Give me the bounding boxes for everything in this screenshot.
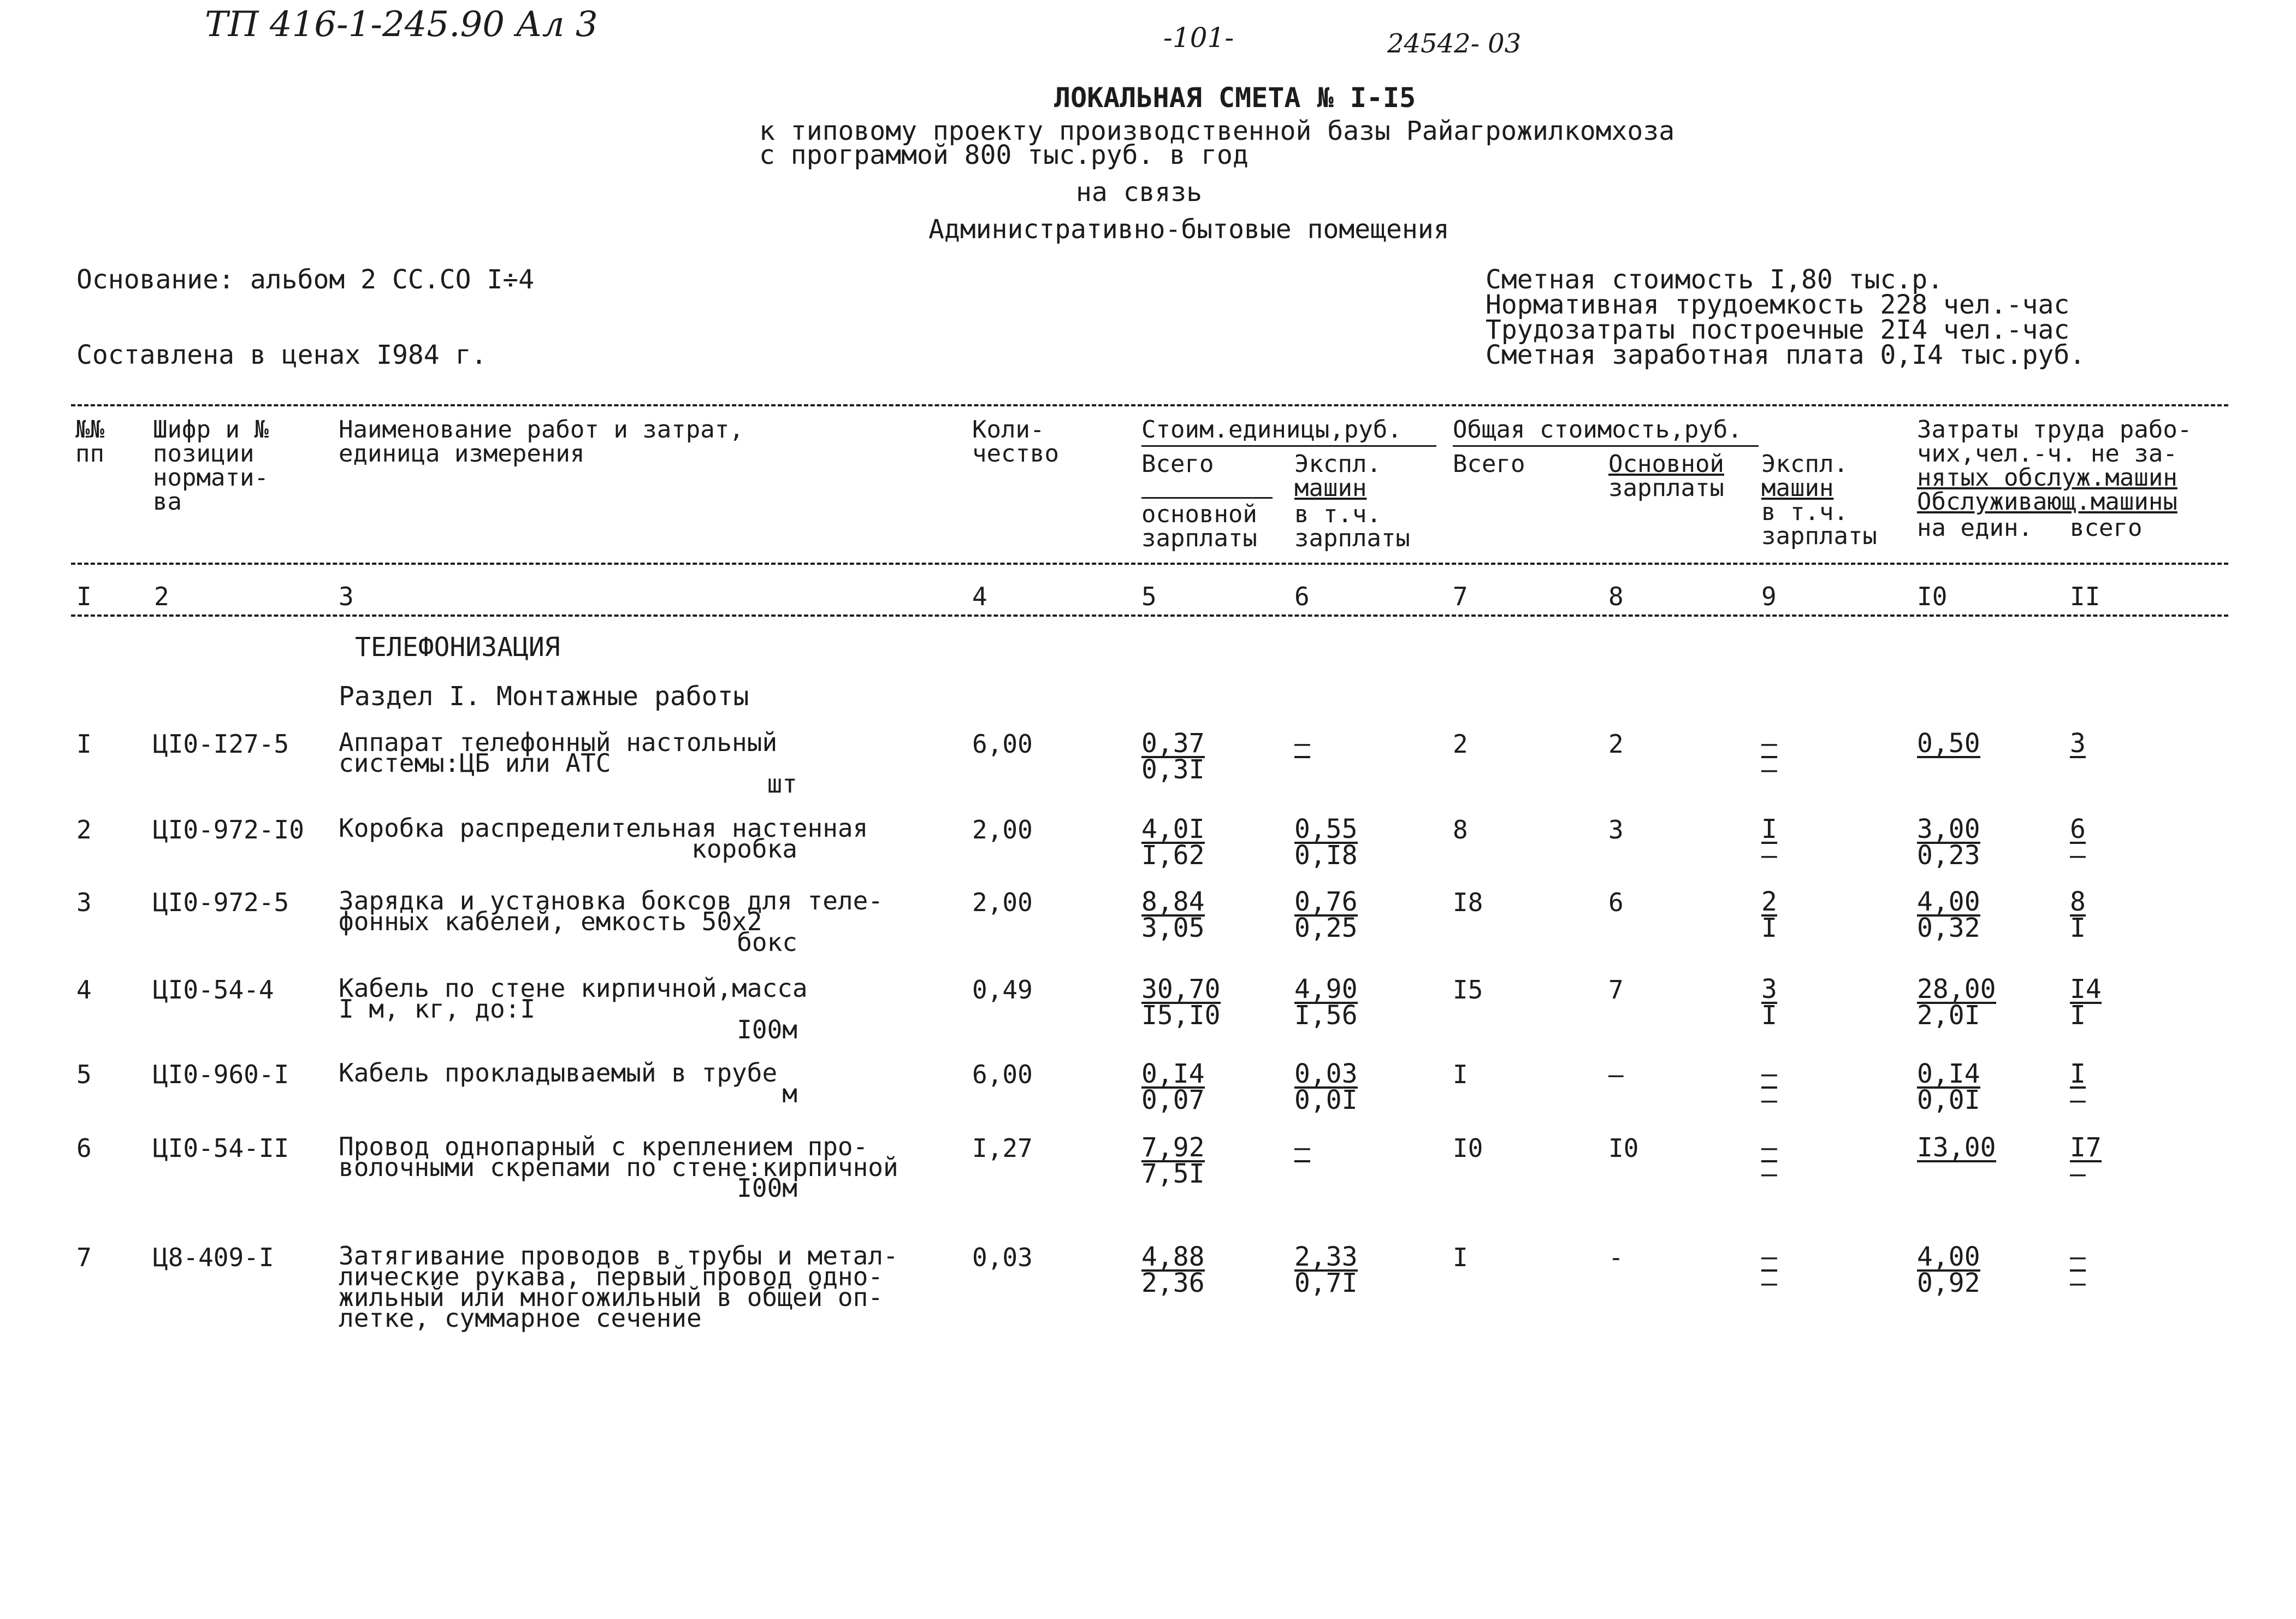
row-quantity: 0,49 (972, 975, 1033, 1005)
labor-total-denominator: – (2070, 840, 2086, 871)
row-quantity: 2,00 (972, 888, 1033, 917)
row-name (339, 1132, 898, 1203)
unit-cost-total-numerator: 30,70 (1141, 974, 1221, 1005)
row-name-line: фонных кабелей, емкость 50х2 (339, 907, 762, 936)
row-quantity: 6,00 (972, 729, 1033, 759)
column-number-rule (71, 614, 2228, 617)
row-name (339, 973, 808, 1044)
total-wages: 6 (1608, 888, 1624, 917)
row-code: ЦI0-972-5 (153, 888, 289, 917)
col-number-7: 7 (1453, 582, 1468, 611)
row-name-line: Коробка распределительная настенная (339, 813, 868, 843)
row-name (339, 1241, 898, 1333)
title-line-3: на связь (1076, 177, 1203, 208)
col-header-6-top: Экспл. машин (1294, 450, 1381, 502)
col-header-9: Экспл. машин в т.ч. зарплаты (1761, 450, 1877, 550)
row-code: ЦI0-54-4 (153, 975, 274, 1005)
row-name-line: Провод однопарный с креплением про- (339, 1132, 868, 1161)
total-machines (1761, 887, 1777, 943)
col-header-10: на един. (1917, 514, 2033, 542)
labor-total-numerator: 8 (2070, 887, 2086, 917)
row-name-line: жильный или многожильный в общей оп- (339, 1283, 883, 1312)
row-number: 2 (76, 815, 92, 844)
labor-per-unit (1917, 1132, 1996, 1163)
labor-per-unit-denominator: 0,23 (1917, 840, 1980, 871)
labor-per-unit-denominator: 2,0I (1917, 1000, 1980, 1031)
labor-total-numerator: I (2070, 1059, 2086, 1089)
labor-per-unit (1917, 1059, 1980, 1115)
row-name-line: I м, кг, до:I (339, 994, 536, 1024)
unit-cost-machines (1294, 974, 1358, 1031)
unit-cost-machines-numerator: – (1294, 1132, 1310, 1163)
total-machines-numerator: – (1761, 1132, 1777, 1163)
unit-cost-machines (1294, 1242, 1358, 1298)
unit-cost-total (1141, 1242, 1205, 1298)
col-header-2: Шифр и № позиции нормати- ва (153, 416, 269, 516)
labor-total (2070, 1059, 2086, 1115)
row-code: ЦI0-54-II (153, 1133, 289, 1163)
row-unit: коробка (691, 834, 797, 864)
total-wages: – (1608, 1060, 1624, 1089)
col-header-5-bottom: основной зарплаты (1141, 500, 1257, 552)
unit-cost-machines-numerator: 0,03 (1294, 1059, 1358, 1089)
unit-cost-machines (1294, 1059, 1358, 1115)
col-number-4: 4 (972, 582, 987, 611)
unit-cost-total-numerator: 0,37 (1141, 728, 1205, 759)
total-machines (1761, 728, 1777, 785)
unit-cost-total (1141, 1132, 1205, 1189)
row-unit: м (782, 1079, 797, 1108)
header-top-rule (71, 404, 2228, 406)
row-code: ЦI0-I27-5 (153, 729, 289, 759)
unit-cost-machines (1294, 887, 1358, 943)
col-number-10: I0 (1917, 582, 1948, 611)
row-name-line: системы:ЦБ или АТС (339, 748, 611, 778)
summary-line-3: Трудозатраты построечные 2I4 чел.-час (1486, 315, 2070, 345)
row-code: Ц8-409-I (153, 1243, 274, 1272)
col-5-divider (1141, 497, 1273, 499)
unit-cost-total-denominator: 2,36 (1141, 1268, 1205, 1298)
row-quantity: 0,03 (972, 1243, 1033, 1272)
total-wages: 2 (1608, 729, 1624, 759)
labor-per-unit-denominator: 0,32 (1917, 913, 1980, 943)
unit-cost-machines-numerator: 4,90 (1294, 974, 1358, 1005)
unit-cost-total (1141, 728, 1205, 785)
estimate-title: ЛОКАЛЬНАЯ СМЕТА № I-I5 (1054, 82, 1416, 114)
col-number-3: 3 (339, 582, 354, 611)
unit-cost-total-numerator: 4,0I (1141, 814, 1205, 844)
unit-cost-total-denominator: 3,05 (1141, 913, 1205, 943)
total-machines (1761, 814, 1777, 871)
labor-per-unit (1917, 1242, 1980, 1298)
row-quantity: 6,00 (972, 1060, 1033, 1089)
header-bottom-rule (71, 563, 2228, 565)
prices-text: Составлена в ценах I984 г. (76, 340, 487, 370)
col-header-8: Основной зарплаты (1608, 450, 1724, 502)
unit-cost-total (1141, 974, 1221, 1031)
labor-per-unit-numerator: 0,50 (1917, 728, 1980, 759)
labor-total-numerator: – (2070, 1242, 2086, 1272)
total-machines-numerator: – (1761, 1059, 1777, 1089)
col-header-1: №№ пп (75, 416, 104, 468)
unit-cost-total-numerator: 7,92 (1141, 1132, 1205, 1163)
labor-header: Затраты труда рабо- чих,чел.-ч. не за- нятых обслуж.машин Обслуживающ.машины (1917, 416, 2192, 516)
labor-total (2070, 728, 2086, 759)
row-name-line: Зарядка и установка боксов для теле- (339, 886, 883, 915)
unit-cost-total-numerator: 0,I4 (1141, 1059, 1205, 1089)
col-header-3: Наименование работ и затрат, единица измерения (339, 416, 744, 468)
page-number: -101- (1163, 22, 1234, 54)
labor-per-unit-numerator: 4,00 (1917, 1242, 1980, 1272)
labor-per-unit (1917, 814, 1980, 871)
col-header-11: всего (2070, 514, 2143, 542)
summary-line-4: Сметная заработная плата 0,I4 тыс.руб. (1486, 340, 2086, 370)
labor-total (2070, 1242, 2086, 1298)
total-machines-denominator: I (1761, 1000, 1777, 1031)
col-number-9: 9 (1761, 582, 1777, 611)
labor-per-unit-numerator: 0,I4 (1917, 1059, 1980, 1089)
row-number: 6 (76, 1133, 92, 1163)
row-code: ЦI0-960-I (153, 1060, 289, 1089)
row-number: 4 (76, 975, 92, 1005)
col-number-8: 8 (1608, 582, 1624, 611)
summary-line-2: Нормативная трудоемкость 228 чел.-час (1486, 289, 2070, 320)
row-unit: I00м (737, 1015, 797, 1044)
row-code: ЦI0-972-I0 (153, 815, 304, 844)
total-machines-denominator: – (1761, 1159, 1777, 1189)
row-name-line: летке, суммарное сечение (339, 1303, 702, 1333)
labor-total-denominator: – (2070, 1159, 2086, 1189)
unit-cost-total-denominator: I,62 (1141, 840, 1205, 871)
unit-cost-machines-numerator: – (1294, 728, 1310, 759)
subsection-heading: Раздел I. Монтажные работы (339, 681, 749, 712)
summary-line-1: Сметная стоимость I,80 тыс.р. (1486, 264, 1944, 295)
row-name (339, 1058, 797, 1108)
unit-cost-machines (1294, 814, 1358, 871)
labor-total-denominator: – (2070, 1268, 2086, 1298)
unit-cost-total-numerator: 4,88 (1141, 1242, 1205, 1272)
total-cost: I (1453, 1060, 1468, 1089)
title-line-2: с программой 800 тыс.руб. в год (759, 140, 1248, 170)
row-name-line: Кабель по стене кирпичной,масса (339, 973, 808, 1003)
total-machines (1761, 1242, 1777, 1298)
unit-cost-rule (1141, 445, 1436, 447)
total-cost: 2 (1453, 729, 1468, 759)
row-name (339, 813, 868, 864)
row-name-line: Затягивание проводов в трубы и метал- (339, 1241, 898, 1271)
total-machines-numerator: 2 (1761, 887, 1777, 917)
unit-cost-machines-denominator: 0,0I (1294, 1085, 1358, 1115)
unit-cost-machines-denominator: 0,7I (1294, 1268, 1358, 1298)
labor-total (2070, 814, 2086, 871)
row-unit: I00м (737, 1173, 797, 1203)
total-machines-numerator: 3 (1761, 974, 1777, 1005)
row-number: I (76, 729, 92, 759)
total-machines-denominator: – (1761, 840, 1777, 871)
reference-number: 24542- 03 (1387, 28, 1522, 59)
unit-cost-total-denominator: I5,I0 (1141, 1000, 1221, 1031)
labor-total-denominator: I (2070, 913, 2086, 943)
col-number-6: 6 (1294, 582, 1310, 611)
col-header-6-bottom: в т.ч. зарплаты (1294, 500, 1410, 552)
unit-cost-total (1141, 1059, 1205, 1115)
total-machines (1761, 974, 1777, 1031)
row-name-line: лические рукава, первый провод одно- (339, 1262, 883, 1291)
total-machines (1761, 1132, 1777, 1189)
total-wages: 3 (1608, 815, 1624, 844)
labor-per-unit-numerator: I3,00 (1917, 1132, 1996, 1163)
col-header-7: Всего (1453, 450, 1525, 478)
total-cost-rule (1453, 445, 1759, 447)
col-header-5-top: Всего (1141, 450, 1214, 478)
total-machines (1761, 1059, 1777, 1115)
labor-per-unit-denominator: 0,0I (1917, 1085, 1980, 1115)
labor-per-unit-denominator: 0,92 (1917, 1268, 1980, 1298)
row-name-line: Аппарат телефонный настольный (339, 728, 778, 757)
labor-total-numerator: I7 (2070, 1132, 2102, 1163)
col-number-2: 2 (154, 582, 169, 611)
total-machines-denominator: – (1761, 1268, 1777, 1298)
total-machines-denominator: – (1761, 754, 1777, 785)
row-name (339, 728, 797, 799)
row-quantity: I,27 (972, 1133, 1033, 1163)
row-name-line: Кабель прокладываемый в трубе (339, 1058, 778, 1088)
unit-cost-total-numerator: 8,84 (1141, 887, 1205, 917)
col-number-11: II (2070, 582, 2100, 611)
unit-cost-header: Стоим.единицы,руб. (1141, 416, 1402, 444)
unit-cost-machines-denominator: I,56 (1294, 1000, 1358, 1031)
row-name (339, 886, 883, 957)
labor-per-unit-numerator: 3,00 (1917, 814, 1980, 844)
unit-cost-total-denominator: 7,5I (1141, 1159, 1205, 1189)
row-number: 5 (76, 1060, 92, 1089)
unit-cost-machines (1294, 728, 1310, 759)
title-line-1: к типовому проекту производственной базы Райагрожилкомхоза (759, 116, 1675, 146)
total-machines-numerator: – (1761, 1242, 1777, 1272)
labor-total (2070, 1132, 2102, 1189)
row-number: 3 (76, 888, 92, 917)
labor-total (2070, 887, 2086, 943)
labor-per-unit-numerator: 28,00 (1917, 974, 1996, 1005)
unit-cost-machines-denominator: 0,25 (1294, 913, 1358, 943)
total-machines-numerator: – (1761, 728, 1777, 759)
total-machines-denominator: I (1761, 913, 1777, 943)
total-cost: I (1453, 1243, 1468, 1272)
labor-total-numerator: 3 (2070, 728, 2086, 759)
row-name-line: волочными скрепами по стене:кирпичной (339, 1153, 898, 1182)
total-wages: I0 (1608, 1133, 1639, 1163)
row-number: 7 (76, 1243, 92, 1272)
unit-cost-total-denominator: 0,07 (1141, 1085, 1205, 1115)
unit-cost-machines-numerator: 0,76 (1294, 887, 1358, 917)
labor-per-unit-numerator: 4,00 (1917, 887, 1980, 917)
col-number-1: I (76, 582, 92, 611)
row-unit: шт (767, 769, 797, 799)
total-cost: 8 (1453, 815, 1468, 844)
unit-cost-machines-numerator: 2,33 (1294, 1242, 1358, 1272)
basis-text: Основание: альбом 2 СС.СО I÷4 (76, 264, 535, 295)
total-cost: I5 (1453, 975, 1483, 1005)
total-machines-numerator: I (1761, 814, 1777, 844)
title-line-4: Административно-бытовые помещения (928, 214, 1449, 245)
section-heading: ТЕЛЕФОНИЗАЦИЯ (355, 632, 560, 663)
total-wages: 7 (1608, 975, 1624, 1005)
total-cost: I0 (1453, 1133, 1483, 1163)
labor-total-numerator: I4 (2070, 974, 2102, 1005)
labor-per-unit (1917, 728, 1980, 759)
row-unit: бокс (737, 927, 797, 957)
labor-total (2070, 974, 2102, 1031)
unit-cost-total-denominator: 0,3I (1141, 754, 1205, 785)
unit-cost-total (1141, 887, 1205, 943)
unit-cost-machines-numerator: 0,55 (1294, 814, 1358, 844)
total-wages: - (1608, 1243, 1624, 1272)
col-number-5: 5 (1141, 582, 1157, 611)
col-header-4: Коли- чество (972, 416, 1059, 468)
document-code: ТП 416-1-245.90 Ал 3 (205, 4, 598, 45)
unit-cost-total (1141, 814, 1205, 871)
labor-per-unit (1917, 974, 1996, 1031)
labor-total-denominator: – (2070, 1085, 2086, 1115)
unit-cost-machines (1294, 1132, 1310, 1163)
labor-per-unit (1917, 887, 1980, 943)
labor-total-denominator: I (2070, 1000, 2086, 1031)
labor-total-numerator: 6 (2070, 814, 2086, 844)
total-cost-header: Общая стоимость,руб. (1453, 416, 1742, 444)
row-quantity: 2,00 (972, 815, 1033, 844)
total-machines-denominator: – (1761, 1085, 1777, 1115)
total-cost: I8 (1453, 888, 1483, 917)
unit-cost-machines-denominator: 0,I8 (1294, 840, 1358, 871)
